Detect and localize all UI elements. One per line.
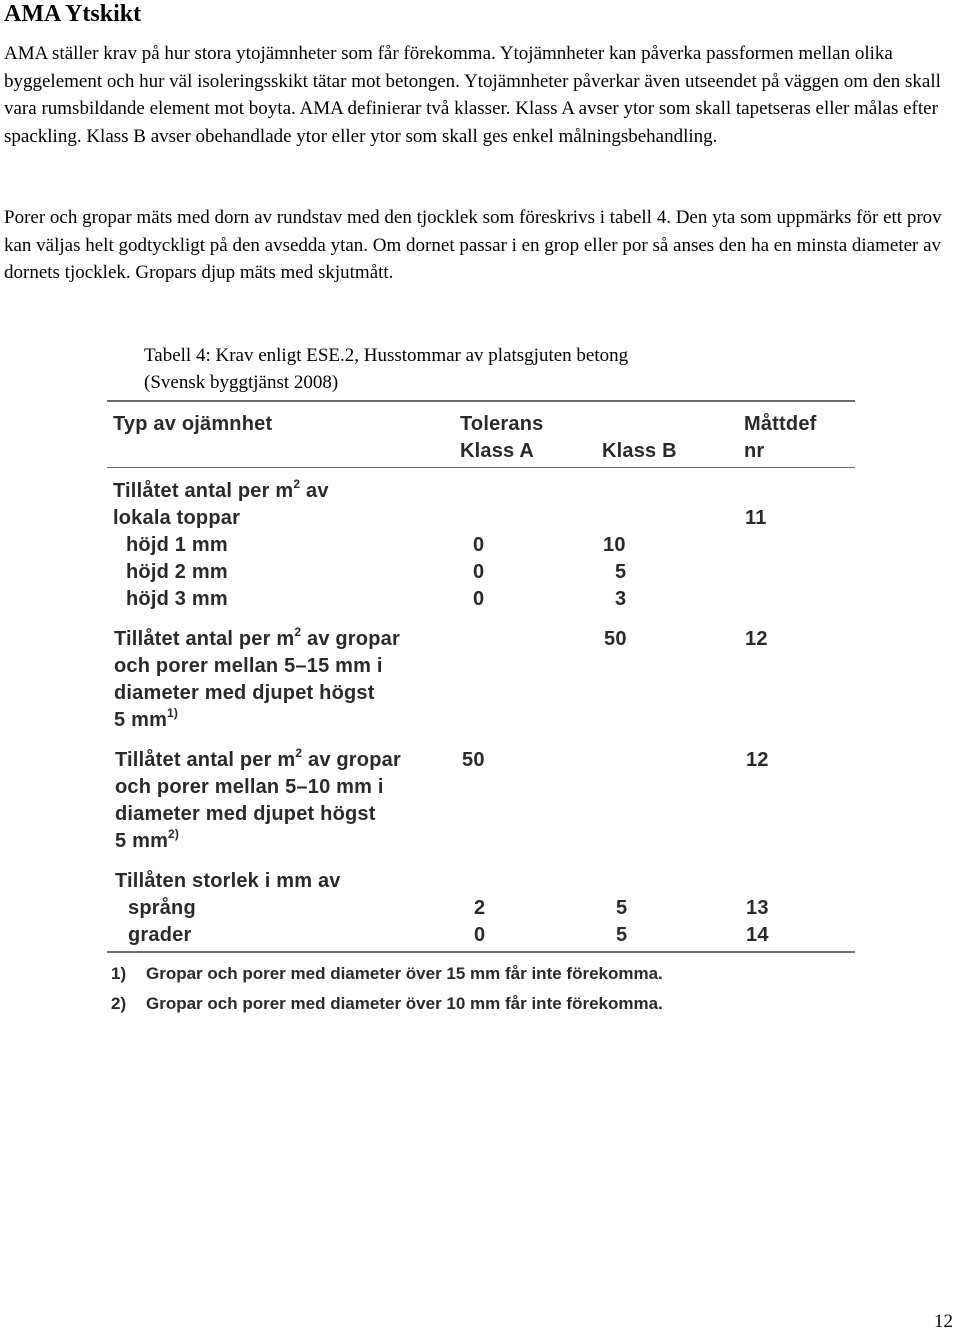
group3-klass-a: 50 bbox=[462, 749, 485, 771]
table-cell-klass-a: 0 bbox=[473, 534, 485, 556]
table-cell-nr: 14 bbox=[746, 924, 769, 946]
header-typ: Typ av ojämnhet bbox=[113, 413, 273, 435]
table-cell-klass-a: 0 bbox=[474, 924, 486, 946]
table-row-label: höjd 3 mm bbox=[126, 588, 228, 610]
group2-line1: Tillåtet antal per $m^2$ av gropar bbox=[114, 625, 400, 650]
footnote-mark: 2) bbox=[111, 994, 127, 1013]
group2-nr: 12 bbox=[745, 628, 768, 650]
page-heading: AMA Ytskikt bbox=[4, 1, 142, 27]
header-tolerans: Tolerans bbox=[460, 413, 544, 435]
table-cell-klass-b: 5 bbox=[616, 924, 628, 946]
table-cell-klass-a: 0 bbox=[473, 561, 485, 583]
group1-nr: 11 bbox=[745, 507, 767, 529]
table-row-label: språng bbox=[128, 897, 196, 919]
header-rule bbox=[107, 467, 855, 468]
header-klass-b: Klass B bbox=[602, 440, 677, 462]
group4-title: Tillåten storlek i mm av bbox=[115, 870, 341, 892]
table-caption-line1: Tabell 4: Krav enligt ESE.2, Husstommar av platsgjuten betong bbox=[144, 345, 629, 366]
group1-title: Tillåtet antal per $m^2$ av bbox=[113, 477, 329, 502]
group1-line2: lokala toppar bbox=[113, 507, 241, 529]
table-row-label: höjd 1 mm bbox=[126, 534, 228, 556]
measurement-paragraph: Porer och gropar mäts med dorn av rundstav med den tjocklek som föreskrivs i tabell 4. Den yta som uppmärks för ett prov kan väljas helt godtyckligt på den avsedda ytan. Om dornet passar i en grop eller por så anses den ha en minsta diameter av dornets tjocklek. Gropars djup mäts med skjutmått. bbox=[4, 207, 942, 283]
footnote-text: Gropar och porer med diameter över 15 mm får inte förekomma. bbox=[146, 964, 663, 983]
group2-klass-b: 50 bbox=[604, 628, 627, 650]
group2-line2: och porer mellan 5–15 mm i bbox=[114, 655, 383, 677]
table-cell-klass-b: 5 bbox=[616, 897, 628, 919]
group3-nr: 12 bbox=[746, 749, 769, 771]
table-cell-klass-b: 3 bbox=[615, 588, 627, 610]
page-number: 12 bbox=[934, 1311, 953, 1332]
group3-line1: Tillåtet antal per $m^2$ av gropar bbox=[115, 746, 401, 771]
header-klass-a: Klass A bbox=[460, 440, 535, 462]
footnote-mark: 1) bbox=[111, 964, 127, 983]
table-cell-klass-b: 5 bbox=[615, 561, 627, 583]
table-cell-klass-b: 10 bbox=[603, 534, 626, 556]
footnote-text: Gropar och porer med diameter över 10 mm får inte förekomma. bbox=[146, 994, 663, 1013]
table-cell-nr: 13 bbox=[746, 897, 769, 919]
intro-paragraph: AMA ställer krav på hur stora ytojämnheter som får förekomma. Ytojämnheter kan påverka passformen mellan olika byggelement och hur väl isoleringsskikt tätar mot betongen. Ytojämnheter påverkar även utseendet på väggen om den skall vara rumsbildande element mot boyta. AMA definierar två klasser. Klass A avser ytor som skall tapetseras eller målas efter spackling. Klass B avser obehandlade ytor eller ytor som skall ges enkel målningsbehandling. bbox=[4, 43, 941, 147]
table-cell-klass-a: 2 bbox=[474, 897, 486, 919]
table-cell-klass-a: 0 bbox=[473, 588, 485, 610]
group2-line4: 5 $mm^{1)}$ bbox=[114, 706, 179, 731]
header-nr: nr bbox=[744, 440, 765, 462]
header-mattdef: Måttdef bbox=[744, 413, 817, 435]
group3-line2: och porer mellan 5–10 mm i bbox=[115, 776, 384, 798]
table-top-rule bbox=[107, 400, 855, 402]
table-row-label: höjd 2 mm bbox=[126, 561, 228, 583]
group3-line4: 5 $mm^{2)}$ bbox=[115, 827, 180, 852]
table-row-label: grader bbox=[128, 924, 192, 946]
group2-line3: diameter med djupet högst bbox=[114, 682, 375, 704]
table-caption-line2: (Svensk byggtjänst 2008) bbox=[144, 372, 339, 393]
group3-line3: diameter med djupet högst bbox=[115, 803, 376, 825]
table-bottom-rule bbox=[107, 951, 855, 953]
